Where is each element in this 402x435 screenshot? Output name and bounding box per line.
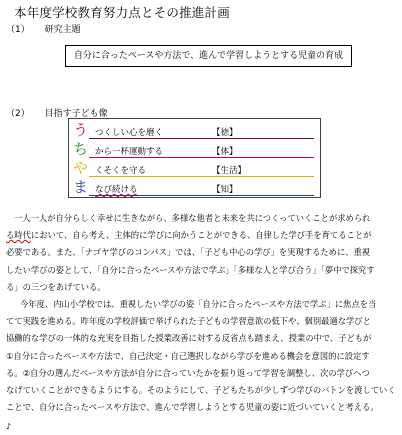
paragraph-1-line: る時代において、自ら考え、主体的に学びに向かうことができる、自律した学び手を育てることが [6, 230, 372, 241]
paragraph-2-line: 協働的な学びの一体的な充実を目指した授業改善に対する反省点も踏まえ、授業の中で、子どもが [6, 333, 372, 344]
document-title: 本年度学校教育努力点とその推進計画 [14, 5, 230, 20]
paragraph-2-line: てて実践を進める。昨年度の学校評価で挙げられた子どもの学習意欲の低下や、個別最適な学びと [6, 316, 371, 327]
goal-text: つくしい心を磨く [95, 128, 164, 138]
paragraph-2-line: ①自分に合ったペースや方法で、自己決定・自己選択しながら学びを進める機会を意図的に設定す [6, 350, 370, 361]
goal-underline [89, 176, 314, 178]
goal-row-toku [69, 121, 320, 140]
paragraph-2-line: 今年度、内山小学校では、重視したい学びの姿「自分に合ったペースや方法で学ぶ」に焦点を当 [20, 299, 377, 309]
section-1-heading [6, 22, 81, 35]
goals-box [68, 118, 321, 198]
goal-row-chi [69, 178, 320, 197]
paragraph-1-line: 必要である。また、「ナゴヤ学びのコンパス」では、「子ども中心の学び」を実現するために、重視 [6, 247, 371, 258]
goal-text: くそくを守る [95, 166, 147, 176]
paragraph-2 [6, 296, 400, 416]
section-1-label: 研究主題 [44, 25, 81, 35]
goal-underline [89, 157, 314, 159]
goal-initial: う [73, 121, 89, 139]
goal-row-seikatsu [69, 159, 320, 178]
paragraph-1-line: る」の三つをあげている。 [6, 281, 106, 292]
footer-mark: ♪ [6, 422, 12, 431]
paragraph-1-line: 一人一人が自分らしく幸せに生きながら、多様な他者と未来を共につくっていくことが求められ [14, 213, 371, 223]
section-2-number: （2） [6, 109, 30, 119]
goal-tag: 【体】 [212, 147, 238, 157]
paragraph-1-line: したい学びの姿として、「自分に合ったペースや方法で学ぶ」「多様な人と学び合う」「夢中で探究す [6, 264, 375, 275]
goal-tag: 【知】 [212, 185, 238, 195]
goal-underline [89, 138, 314, 140]
goal-text: から一杯運動する [95, 147, 164, 157]
goal-initial: や [73, 159, 89, 177]
paragraph-1 [6, 210, 400, 296]
goal-underline [89, 195, 314, 197]
goal-tag: 【徳】 [212, 128, 238, 138]
goal-text: なび続ける [95, 185, 138, 195]
goal-initial: ま [73, 178, 89, 196]
spell-check-mark: る時代 [6, 230, 31, 241]
goal-initial: ち [73, 140, 89, 158]
section-2-label: 目指す子ども像 [44, 109, 108, 119]
goal-tag: 【生活】 [212, 166, 247, 176]
research-theme-box: 自分に合ったペースや方法で、進んで学習しようとする児童の育成 [65, 45, 352, 67]
paragraph-2-line: ことで、自分に合ったペースや方法で、進んで学習しようとする児童の姿に近づいていくと考える。 [6, 402, 379, 413]
paragraph-2-line: なげていくことができるようにする。そのようにして、子どもたちが少しずつ学びのバトンを渡していく [6, 385, 396, 396]
paragraph-2-line: る。②自分の選んだペースや方法が自分に合っていたかを振り返って学習を調整し、次の学びへつ [6, 367, 370, 378]
goal-row-tai [69, 140, 320, 159]
section-1-number: （1） [6, 25, 30, 35]
